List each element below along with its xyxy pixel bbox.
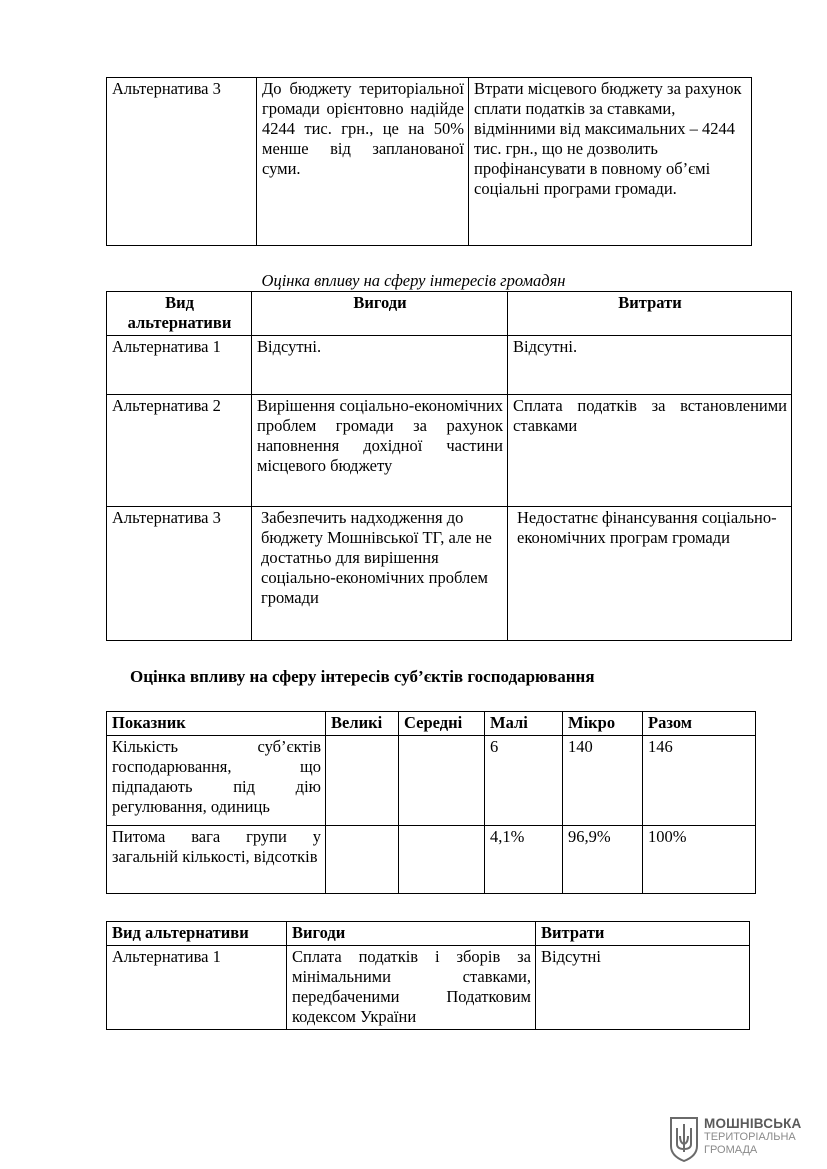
large-cell	[326, 736, 399, 826]
benefits-cell: До бюджету територіальної громади орієнтовно надійде 4244 тис. грн., це на 50% менше від запланованої суми.	[257, 78, 469, 246]
table-row	[107, 78, 752, 246]
benefits-cell: Сплата податків і зборів за мінімальними ставками, передбаченими Податковим кодексом України	[287, 946, 536, 1030]
business-entities-table	[106, 711, 756, 894]
logo-subtitle-2: ГРОМАДА	[704, 1144, 758, 1156]
header-total: Разом	[643, 712, 756, 736]
medium-cell	[399, 826, 485, 894]
micro-cell: 96,9%	[563, 826, 643, 894]
header-benefits: Вигоди	[252, 292, 508, 336]
costs-cell: Недостатнє фінансування соціально-економічних програм громади	[508, 507, 792, 641]
table-row	[107, 336, 792, 395]
total-cell: 100%	[643, 826, 756, 894]
header-medium: Середні	[399, 712, 485, 736]
indicator-cell: Питома вага групи у загальній кількості, відсотків	[107, 826, 326, 894]
table-row	[107, 507, 792, 641]
community-logo	[668, 1116, 808, 1164]
citizens-section-caption: Оцінка впливу на сферу інтересів громадян	[261, 271, 566, 290]
table-header-row	[107, 922, 750, 946]
header-costs: Витрати	[508, 292, 792, 336]
logo-title: МОШНІВСЬКА	[704, 1116, 802, 1131]
small-cell: 6	[485, 736, 563, 826]
header-large: Великі	[326, 712, 399, 736]
header-indicator: Показник	[107, 712, 326, 736]
costs-cell: Втрати місцевого бюджету за рахунок сплати податків за ставками, відмінними від максимальних – 4244 тис. грн., що не дозволить профінансувати в повному об’ємі соціальні програми громади.	[469, 78, 752, 246]
large-cell	[326, 826, 399, 894]
header-small: Малі	[485, 712, 563, 736]
benefits-cell: Забезпечить надходження до бюджету Мошнівської ТГ, але не достатньо для вирішення соціально-економічних проблем громади	[252, 507, 508, 641]
table-row	[107, 946, 750, 1030]
costs-cell: Сплата податків за встановленими ставками	[508, 395, 792, 507]
table-header-row	[107, 712, 756, 736]
citizens-impact-table	[106, 291, 792, 641]
indicator-cell: Кількість суб’єктів господарювання, що підпадають під дію регулювання, одиниць	[107, 736, 326, 826]
header-micro: Мікро	[563, 712, 643, 736]
total-cell: 146	[643, 736, 756, 826]
alternative-label: Альтернатива 1	[107, 336, 252, 395]
costs-cell: Відсутні.	[508, 336, 792, 395]
table-row	[107, 395, 792, 507]
logo-subtitle: ТЕРИТОРІАЛЬНА	[704, 1131, 796, 1143]
alternatives-table-continued	[106, 77, 752, 246]
alternative-label: Альтернатива 2	[107, 395, 252, 507]
alternative-label: Альтернатива 1	[107, 946, 287, 1030]
business-section-heading: Оцінка впливу на сферу інтересів суб’єктів господарювання	[130, 667, 595, 686]
costs-cell: Відсутні	[536, 946, 750, 1030]
header-costs: Витрати	[536, 922, 750, 946]
table-row	[107, 826, 756, 894]
benefits-cell: Вирішення соціально-економічних проблем громади за рахунок наповнення дохідної частини місцевого бюджету	[252, 395, 508, 507]
alternative-label: Альтернатива 3	[107, 507, 252, 641]
table-header-row	[107, 292, 792, 336]
header-alternative-type: Вид альтернативи	[107, 922, 287, 946]
business-alternatives-table	[106, 921, 750, 1030]
small-cell: 4,1%	[485, 826, 563, 894]
header-alternative-type: Вид альтернативи	[107, 292, 252, 336]
header-benefits: Вигоди	[287, 922, 536, 946]
micro-cell: 140	[563, 736, 643, 826]
table-row	[107, 736, 756, 826]
trident-emblem-icon	[668, 1116, 700, 1162]
benefits-cell: Відсутні.	[252, 336, 508, 395]
medium-cell	[399, 736, 485, 826]
alternative-label: Альтернатива 3	[107, 78, 257, 246]
